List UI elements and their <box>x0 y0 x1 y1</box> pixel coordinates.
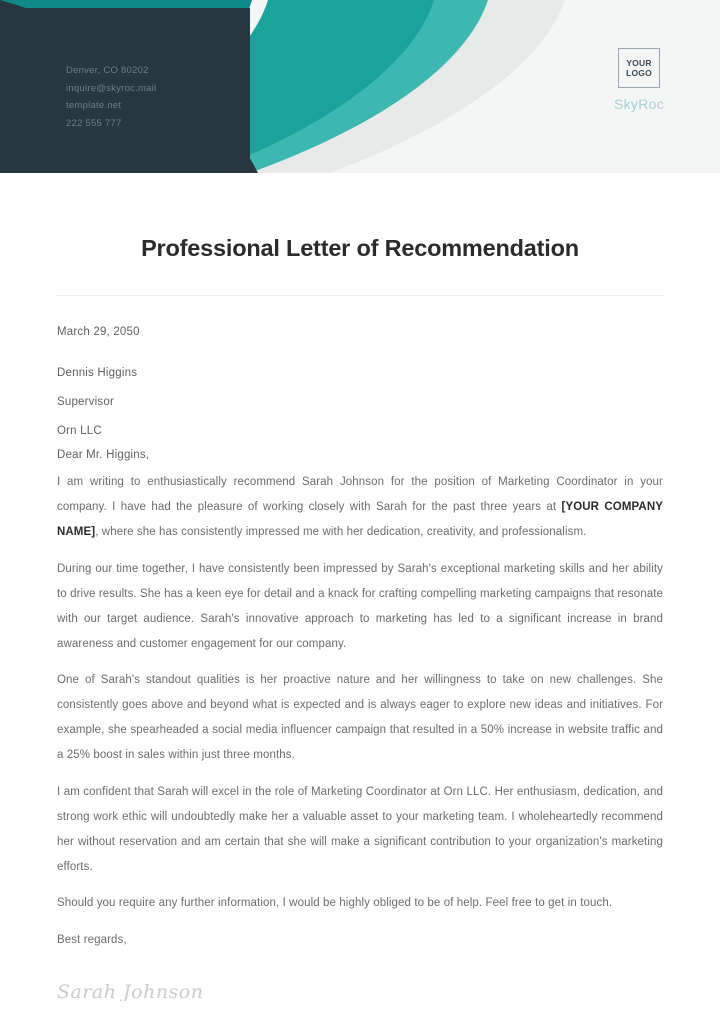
recipient-name: Dennis Higgins <box>57 367 138 379</box>
body-paragraph-1 <box>57 470 663 545</box>
salutation: Dear Mr. Higgins, <box>57 449 150 461</box>
recipient-title: Supervisor <box>57 396 114 408</box>
letter-date: March 29, 2050 <box>57 326 140 338</box>
body-paragraph-2: During our time together, I have consistently been impressed by Sarah's exceptional marketing skills and her ability to drive results. She has a keen eye for detail and a knack for crafting compelling marketing campaigns that resonate with our target audience. Sarah's innovative approach to marketing has led to a significant increase in brand awareness and customer engagement for our company. <box>57 562 663 650</box>
contact-phone: 222 555 777 <box>66 117 122 129</box>
signature: Sarah Johnson <box>57 980 204 1001</box>
logo-text-line-1: YOUR <box>626 58 652 68</box>
logo-text-line-2: LOGO <box>626 68 652 78</box>
contact-email[interactable]: inquire@skyroc.mail <box>66 82 157 94</box>
title-divider <box>57 295 663 296</box>
body-paragraph-5: Should you require any further information, I would be highly obliged to be of help. Feel free to get in touch. <box>57 897 613 909</box>
recipient-block <box>57 367 663 437</box>
recipient-company: Orn LLC <box>57 425 102 437</box>
closing-line: Best regards, <box>57 933 127 946</box>
body-paragraph-3: One of Sarah's standout qualities is her proactive nature and her willingness to take on new challenges. She consistently goes above and beyond what is expected and is always eager to explore new ideas and initiatives. For example, she spearheaded a social media influencer campaign that resulted in a 50% increase in website traffic and a 25% boost in sales within just three months. <box>57 674 663 761</box>
paragraph-1-text-before: I am writing to enthusiastically recommend Sarah Johnson for the position of Marketing Coordinator in your company. I have had the pleasure of working closely with Sarah for the past three years at <box>57 476 663 513</box>
brand-name: SkyRoc <box>613 96 665 112</box>
logo-placeholder-icon <box>618 48 660 88</box>
contact-address: Denver, CO 80202 <box>66 65 149 76</box>
letter-content <box>0 173 720 1001</box>
contact-website[interactable]: template.net <box>66 100 122 111</box>
letterhead-header <box>0 0 720 173</box>
page-title: Professional Letter of Recommendation <box>141 235 579 261</box>
body-paragraph-4: I am confident that Sarah will excel in the role of Marketing Coordinator at Orn LLC. Her enthusiasm, dedication, and strong work ethic will undoubtedly make her a valuable asset to your marketing team. I wholeheartedly recommend her without reservation and am certain that she will make a significant contribution to your organization's marketing efforts. <box>57 785 663 873</box>
paragraph-1-text-after: , where she has consistently impressed me with her dedication, creativity, and professionalism. <box>95 526 587 538</box>
logo-block <box>598 48 680 112</box>
contact-info-block <box>66 62 156 132</box>
company-name-placeholder: [YOUR COMPANY NAME] <box>57 501 663 538</box>
